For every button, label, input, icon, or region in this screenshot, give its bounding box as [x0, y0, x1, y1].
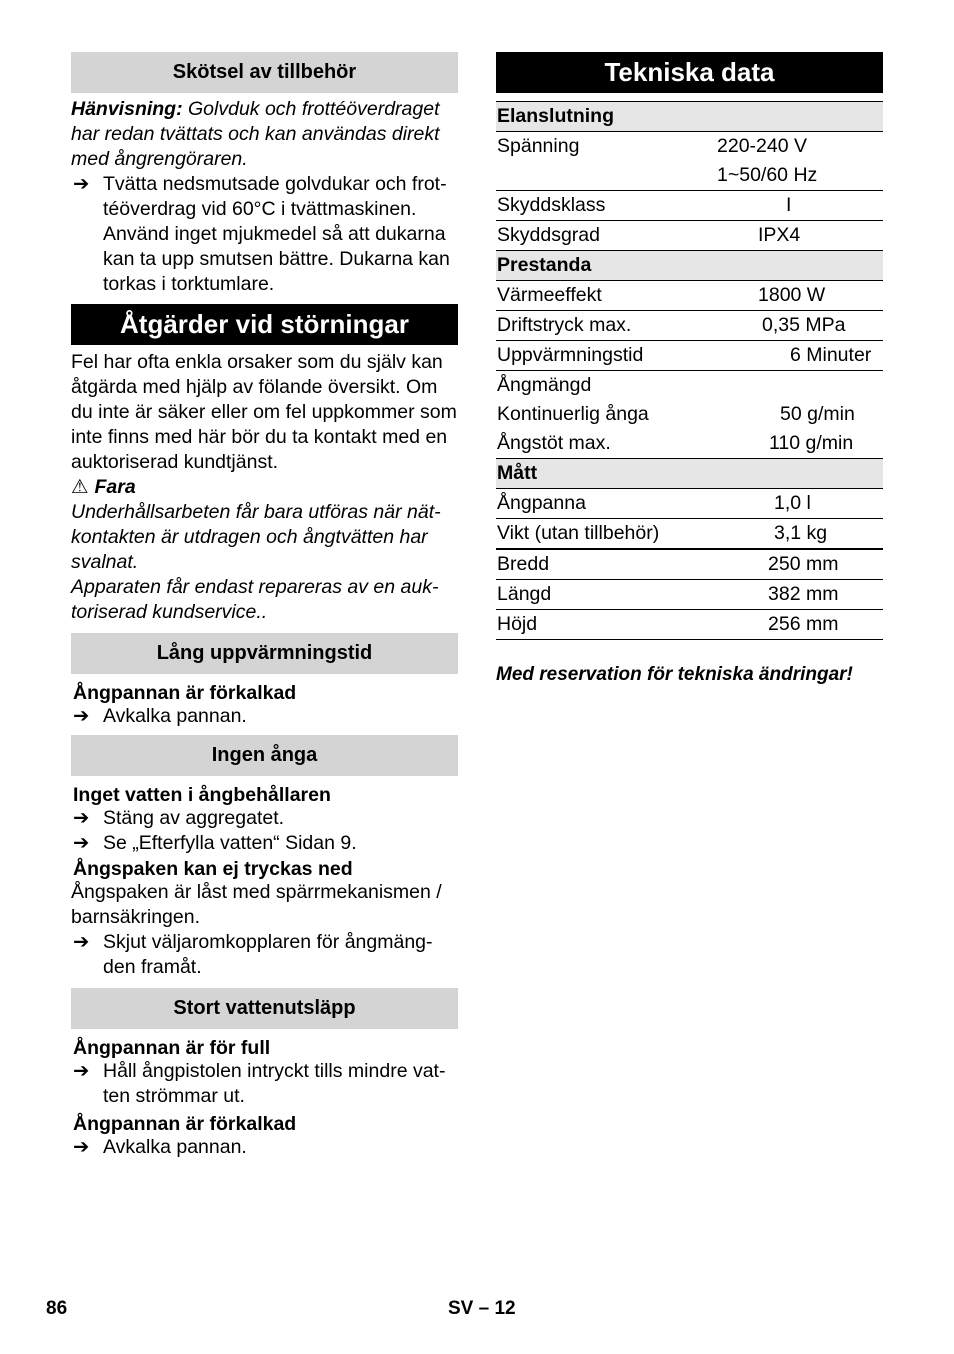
- spec-value: 382 mm: [716, 580, 883, 610]
- reservation-note: Med reservation för tekniska ändringar!: [496, 664, 853, 685]
- cause-heading: Ångpannan är förkalkad: [73, 682, 297, 704]
- spec-value: 250 mm: [716, 549, 883, 580]
- spec-value: I: [716, 191, 883, 221]
- table-section-row: [496, 459, 883, 489]
- note-paragraph: [71, 97, 458, 172]
- section-heading-troubleshooting: Åtgärder vid störningar: [71, 304, 458, 345]
- spec-label: Bredd: [496, 549, 716, 580]
- list-item: [71, 930, 458, 980]
- section-label: Elanslutning: [496, 102, 883, 132]
- table-row: [496, 132, 883, 162]
- spec-label: Uppvärmningstid: [496, 341, 716, 371]
- arrow-icon: ➔: [73, 931, 90, 953]
- list-item-text: Skjut väljaromkopplaren för ångmäng-den framåt.: [103, 931, 433, 978]
- spec-value: 220-240 V: [717, 135, 807, 157]
- warning-heading: [71, 475, 458, 500]
- list-item-text: Håll ångpistolen intryckt tills mindre vat-ten strömmar ut.: [103, 1060, 446, 1107]
- list-item: [71, 831, 458, 856]
- troubleshooting-intro: Fel har ofta enkla orsaker som du själv kan åtgärda med hjälp av fölande översikt. Om du inte är säker eller om fel uppkommer som inte finns med här bör du ta kontakt med en auktoriserad kundtjänst.: [71, 351, 457, 473]
- table-row: [496, 549, 883, 580]
- spec-value: 0,35 MPa: [716, 311, 883, 341]
- spec-value: 1,0 l: [716, 489, 883, 519]
- spec-label: Vikt (utan tillbehör): [496, 519, 716, 550]
- table-row: [496, 610, 883, 640]
- spec-value: IPX4: [758, 224, 801, 246]
- table-row: [496, 281, 883, 311]
- warning-label: Fara: [94, 476, 136, 498]
- table-row: [496, 221, 883, 251]
- left-column: [71, 52, 458, 1160]
- spec-label: Värmeeffekt: [496, 281, 716, 311]
- spec-value: 6 Minuter: [716, 341, 883, 371]
- spec-label: Skyddsgrad: [497, 224, 600, 246]
- table-row: [496, 191, 883, 221]
- arrow-icon: ➔: [73, 832, 90, 854]
- list-item-text: Avkalka pannan.: [103, 1136, 247, 1158]
- section-label: Mått: [496, 459, 883, 489]
- table-row: [496, 371, 883, 401]
- table-row: [496, 311, 883, 341]
- section-heading-water-leak: Stort vattenutsläpp: [71, 988, 458, 1029]
- spec-label: Ångstöt max.: [497, 432, 611, 454]
- table-row: [496, 489, 883, 519]
- spec-table: [496, 101, 883, 640]
- table-row: [496, 429, 883, 459]
- warning-icon: ⚠: [71, 476, 89, 498]
- table-row: [496, 519, 883, 550]
- cause-heading: Inget vatten i ångbehållaren: [73, 784, 331, 806]
- spec-label: Spänning: [497, 135, 580, 157]
- section-label: Prestanda: [496, 251, 883, 281]
- arrow-icon: ➔: [73, 1136, 90, 1158]
- list-item-text: Avkalka pannan.: [103, 705, 247, 727]
- table-section-row: [496, 102, 883, 132]
- table-row: [496, 400, 883, 429]
- page-code: SV – 12: [448, 1298, 516, 1319]
- table-row: [496, 161, 883, 191]
- spec-value: 3,1 kg: [716, 519, 883, 550]
- list-item: [71, 172, 458, 297]
- spec-value: 50 g/min: [780, 403, 855, 425]
- section-heading-accessory-care: Skötsel av tillbehör: [71, 52, 458, 93]
- arrow-icon: ➔: [73, 807, 90, 829]
- cause-heading: Ångspaken kan ej tryckas ned: [73, 858, 353, 880]
- arrow-icon: ➔: [73, 1060, 90, 1082]
- list-item-text: Stäng av aggregatet.: [103, 807, 285, 829]
- spec-label: Kontinuerlig ånga: [497, 403, 649, 425]
- cause-description: Ångspaken är låst med spärrmekanismen / barnsäkringen.: [71, 881, 442, 928]
- section-heading-long-heating: Lång uppvärmningstid: [71, 633, 458, 674]
- list-item: [71, 704, 458, 729]
- section-heading-technical-data: Tekniska data: [496, 52, 883, 93]
- spec-label: Höjd: [496, 610, 716, 640]
- page-number: 86: [46, 1298, 68, 1319]
- list-item-text: Se „Efterfylla vatten“ Sidan 9.: [103, 832, 357, 854]
- spec-label: Längd: [496, 580, 716, 610]
- cause-heading: Ångpannan är förkalkad: [73, 1113, 297, 1135]
- spec-value: 1~50/60 Hz: [716, 161, 883, 191]
- note-label: Hänvisning:: [71, 98, 183, 120]
- spec-label: Driftstryck max.: [496, 311, 716, 341]
- table-row: [496, 341, 883, 371]
- spec-value: 1800 W: [716, 281, 883, 311]
- warning-text-2: Apparaten får endast repareras av en auk-toriserad kundservice..: [71, 576, 439, 623]
- spec-value: 110 g/min: [769, 432, 854, 454]
- table-section-row: [496, 251, 883, 281]
- note-text: Golvduk och frottéöverdraget har redan tvättats och kan användas direkt med ångrengöraren.: [71, 98, 440, 170]
- arrow-icon: ➔: [73, 173, 90, 195]
- arrow-icon: ➔: [73, 705, 90, 727]
- list-item: [71, 1135, 458, 1160]
- cause-heading: Ångpannan är för full: [73, 1037, 271, 1059]
- spec-label: Skyddsklass: [496, 191, 716, 221]
- section-heading-no-steam: Ingen ånga: [71, 735, 458, 776]
- right-column: [496, 52, 883, 687]
- spec-label: Ångpanna: [496, 489, 716, 519]
- list-item: [71, 806, 458, 831]
- list-item: [71, 1059, 458, 1109]
- list-item-text: Tvätta nedsmutsade golvdukar och frot-téöverdrag vid 60°C i tvättmaskinen. Använd inget mjukmedel så att dukarna kan ta upp smutsen bättre. Dukarna kan torkas i torktumlare.: [103, 173, 450, 295]
- table-row: [496, 580, 883, 610]
- spec-label: Ångmängd: [497, 374, 592, 396]
- spec-value: 256 mm: [716, 610, 883, 640]
- warning-text-1: Underhållsarbeten får bara utföras när nät-kontakten är utdragen och ångtvätten har svalnat.: [71, 501, 441, 573]
